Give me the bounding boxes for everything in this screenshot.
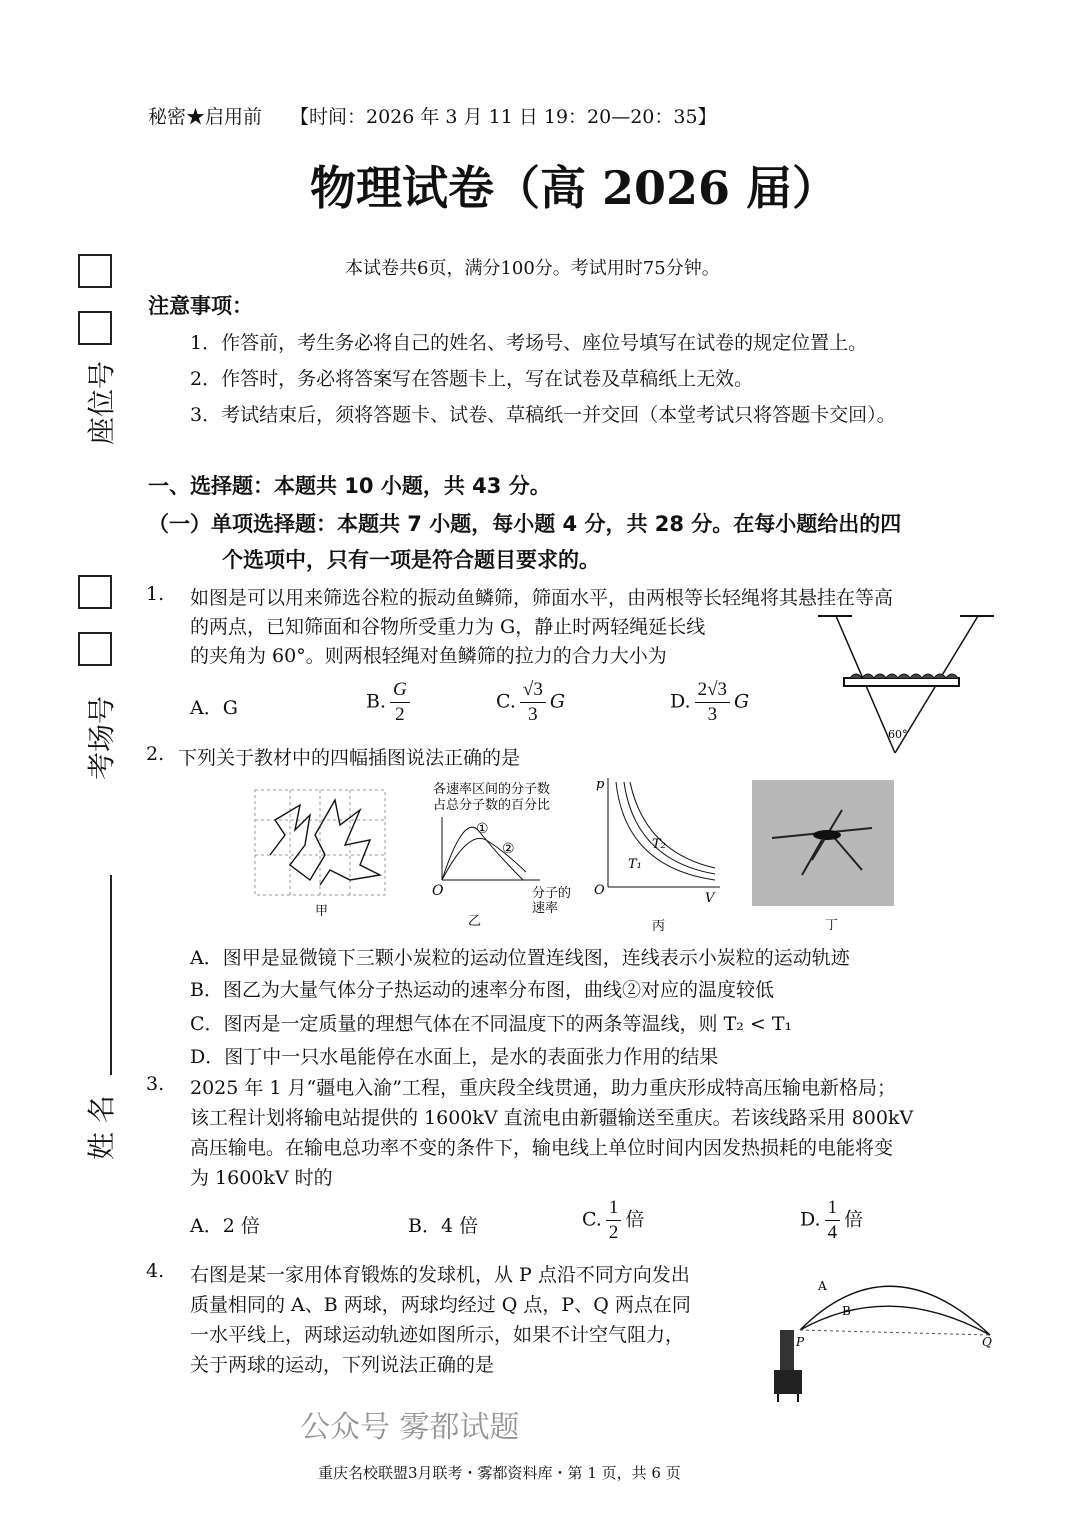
section-title: 一、选择题：本题共 10 小题，共 43 分。 [148, 474, 551, 498]
option-label: D. [800, 1208, 821, 1231]
caption: 丙 [652, 919, 666, 934]
caption: 乙 [468, 914, 482, 929]
option-a: A．G [190, 697, 238, 719]
option-d [670, 678, 749, 727]
question-text: 质量相同的 A、B 两球，两球均经过 Q 点，P、Q 两点在同 [190, 1294, 691, 1316]
name-line[interactable] [110, 875, 112, 1075]
question-number: 3. [146, 1073, 165, 1095]
question-number: 2. [146, 743, 165, 765]
secret-label: 秘密★启用前 [148, 106, 263, 128]
numerator: 1 [606, 1196, 622, 1221]
denominator: 4 [827, 1222, 838, 1243]
seat-box-1[interactable] [78, 254, 112, 288]
option-label: B. [366, 690, 387, 713]
notice-item: 1．作答前，考生务必将自己的姓名、考场号、座位号填写在试卷的规定位置上。 [190, 332, 868, 354]
page-title: 物理试卷（高 2026 届） [310, 161, 839, 215]
option-c [582, 1196, 644, 1245]
numerator: 1 [825, 1196, 841, 1221]
seat-label: 座位号 [85, 360, 118, 445]
option-label: C. [496, 690, 516, 713]
question-number: 4. [146, 1260, 165, 1282]
question-text: 右图是某一家用体育锻炼的发球机，从 P 点沿不同方向发出 [190, 1264, 690, 1286]
option-b: B．图乙为大量气体分子热运动的速率分布图，曲线②对应的温度较低 [190, 979, 774, 1001]
denominator: 2 [395, 704, 405, 725]
suffix: G [734, 690, 750, 713]
question-text: 下列关于教材中的四幅插图说法正确的是 [178, 747, 521, 769]
page-footer: 重庆名校联盟3月联考・雾都资料库・第 1 页，共 6 页 [318, 1464, 681, 1482]
notice-heading: 注意事项： [148, 294, 253, 318]
ball-a-label: A [818, 1279, 827, 1293]
exam-time: 【时间：2026 年 3 月 11 日 19：20—20：35】 [290, 106, 717, 128]
suffix: G [549, 690, 566, 713]
suffix: 倍 [844, 1208, 864, 1231]
curve-1-label: ① [476, 821, 489, 837]
point-q: Q [982, 1335, 992, 1349]
question-number: 1. [146, 583, 165, 605]
question-text: 为 1600kV 时的 [190, 1167, 333, 1189]
origin: O [594, 883, 605, 898]
caption: 甲 [315, 904, 329, 919]
caption: 丁 [825, 918, 839, 933]
axis-p: p [596, 777, 605, 792]
option-d [800, 1196, 863, 1245]
y-label: 占总分子数的百分比 [433, 798, 551, 813]
option-c: C．图丙是一定质量的理想气体在不同温度下的两条等温线，则 T₂ < T₁ [190, 1013, 793, 1035]
name-label: 姓 名 [85, 1095, 118, 1160]
room-box-2[interactable] [78, 632, 112, 666]
question-text: 如图是可以用来筛选谷粒的振动鱼鳞筛，筛面水平，由两根等长轻绳将其悬挂在等高 [190, 587, 894, 609]
option-a: A．图甲是显微镜下三颗小炭粒的运动位置连线图，连线表示小炭粒的运动轨迹 [190, 947, 850, 969]
axis-v: V [705, 891, 715, 906]
room-box-1[interactable] [78, 575, 112, 609]
question-text: 高压输电。在输电总功率不变的条件下，输电线上单位时间内因发热损耗的电能将变 [190, 1137, 894, 1159]
ball-launcher-figure [770, 1260, 1000, 1410]
denominator: 2 [608, 1222, 619, 1243]
option-c [496, 678, 565, 727]
denominator: 3 [528, 704, 538, 725]
x-label: 速率 [532, 901, 559, 916]
room-label: 考场号 [85, 695, 118, 780]
t1-label: T₁ [628, 857, 642, 872]
option-label: D. [670, 690, 691, 713]
sieve-figure [810, 608, 1000, 758]
x-label: 分子的 [532, 886, 572, 901]
option-d: D．图丁中一只水黾能停在水面上，是水的表面张力作用的结果 [190, 1046, 719, 1068]
question-text: 关于两球的运动，下列说法正确的是 [190, 1354, 495, 1376]
origin: O [432, 883, 444, 899]
y-label: 各速率区间的分子数 [433, 782, 551, 797]
notice-item: 3．考试结束后，须将答题卡、试卷、草稿纸一并交回（本堂考试只将答题卡交回）。 [190, 404, 896, 426]
watermark: 公众号 雾都试题 [300, 1410, 520, 1445]
figure-yi-speed-distribution [428, 775, 588, 935]
notice-item: 2．作答时，务必将答案写在答题卡上，写在试卷及草稿纸上无效。 [190, 368, 754, 390]
section-sub-cont: 个选项中，只有一项是符合题目要求的。 [222, 548, 600, 572]
suffix: 倍 [625, 1208, 645, 1231]
question-text: 的夹角为 60°。则两根轻绳对鱼鳞筛的拉力的合力大小为 [190, 645, 667, 667]
angle-label: 60° [888, 728, 908, 741]
question-text: 2025 年 1 月“疆电入渝”工程，重庆段全线贯通，助力重庆形成特高压输电新格局； [190, 1077, 896, 1099]
figure-jia-brownian [250, 785, 400, 925]
numerator: G [390, 678, 410, 703]
numerator: 2√3 [695, 678, 730, 703]
figure-bing-isotherms [590, 772, 730, 937]
option-a: A．2 倍 [190, 1215, 260, 1237]
subtitle: 本试卷共6页，满分100分。考试用时75分钟。 [345, 258, 720, 279]
option-b: B．4 倍 [408, 1215, 479, 1237]
denominator: 3 [707, 704, 718, 725]
numerator: √3 [520, 678, 546, 703]
option-b [366, 678, 414, 727]
point-p: P [796, 1335, 805, 1349]
curve-2-label: ② [502, 841, 515, 857]
t2-label: T₂ [652, 837, 666, 852]
option-label: C. [582, 1208, 602, 1231]
question-text: 一水平线上，两球运动轨迹如图所示，如果不计空气阻力， [190, 1324, 685, 1346]
figure-ding-water-strider [752, 780, 894, 906]
question-text: 该工程计划将输电站提供的 1600kV 直流电由新疆输送至重庆。若该线路采用 800kV [190, 1107, 914, 1129]
section-sub: （一）单项选择题：本题共 7 小题，每小题 4 分，共 28 分。在每小题给出的四 [148, 512, 902, 536]
seat-box-2[interactable] [78, 311, 112, 345]
ball-b-label: B [842, 1304, 851, 1318]
question-text: 的两点，已知筛面和谷物所受重力为 G，静止时两轻绳延长线 [190, 616, 706, 638]
